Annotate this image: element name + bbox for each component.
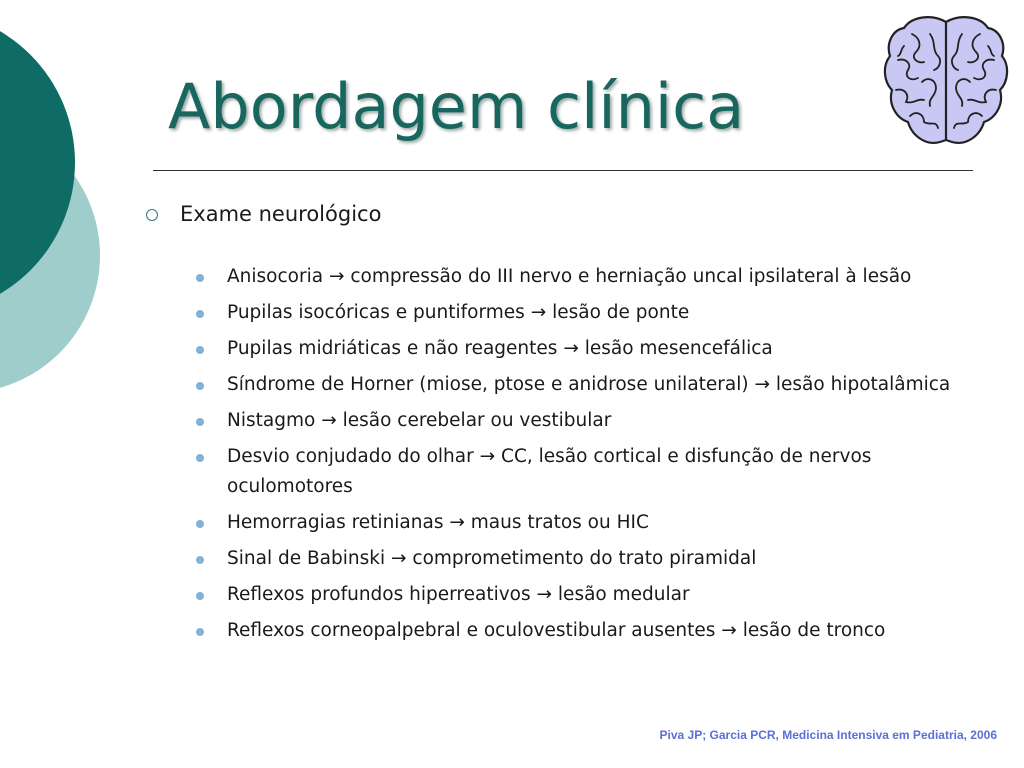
list-item [194, 508, 994, 538]
section-heading [146, 202, 381, 226]
item-text: Hemorragias retinianas [227, 512, 444, 533]
item-text: Reflexos profundos hiperreativos [227, 584, 531, 605]
list-item [194, 442, 994, 502]
arrow-icon: → [754, 374, 770, 395]
list-item [194, 616, 994, 646]
item-text: Nistagmo [227, 410, 316, 431]
item-text: Sinal de Babinski [227, 548, 386, 569]
item-result: lesão cerebelar ou vestibular [342, 410, 612, 431]
list-item [194, 334, 994, 364]
bullet-dot-icon [196, 628, 204, 636]
item-result: compressão do III nervo e herniação uncal ipsilateral à lesão [350, 266, 912, 287]
hollow-bullet-icon [146, 209, 158, 221]
list-item [194, 370, 994, 400]
arrow-icon: → [530, 302, 547, 323]
arrow-icon: → [536, 584, 553, 605]
bullet-dot-icon [196, 454, 204, 462]
item-text: Reflexos corneopalpebral e oculovestibular ausentes [227, 620, 716, 641]
arrow-icon: → [563, 338, 579, 359]
bullet-dot-icon [196, 274, 204, 282]
arrow-icon: → [328, 266, 345, 287]
list-item [194, 580, 994, 610]
arrow-icon: → [721, 620, 737, 641]
item-text: Anisocoria [227, 266, 324, 287]
list-item [194, 298, 994, 328]
arrow-icon: → [449, 512, 465, 533]
bullet-dot-icon [196, 346, 204, 354]
list-item [194, 544, 994, 574]
item-text: Síndrome de Horner (miose, ptose e anidrose unilateral) [227, 374, 749, 395]
bullet-dot-icon [196, 556, 204, 564]
brain-icon [882, 12, 1010, 158]
list-item [194, 262, 994, 292]
section-heading-text: Exame neurológico [180, 202, 382, 226]
bullet-dot-icon [196, 310, 204, 318]
item-result: lesão de ponte [552, 302, 690, 323]
title-divider [153, 170, 973, 171]
bullet-dot-icon [196, 382, 204, 390]
bullet-dot-icon [196, 418, 204, 426]
item-result: CC, lesão cortical e disfunção de nervos oculomotores [227, 446, 872, 497]
item-result: maus tratos ou HIC [470, 512, 649, 533]
bullet-dot-icon [196, 592, 204, 600]
item-result: lesão medular [557, 584, 690, 605]
list-item [194, 406, 994, 436]
item-result: comprometimento do trato piramidal [412, 548, 757, 569]
arrow-icon: → [479, 446, 496, 467]
item-text: Pupilas isocóricas e puntiformes [227, 302, 525, 323]
slide-title: Abordagem clínica [168, 70, 745, 143]
item-text: Desvio conjudado do olhar [227, 446, 474, 467]
item-result: lesão mesencefálica [584, 338, 773, 359]
arrow-icon: → [391, 548, 407, 569]
bullet-list [194, 262, 994, 652]
item-result: lesão de tronco [742, 620, 886, 641]
item-text: Pupilas midriáticas e não reagentes [227, 338, 558, 359]
citation: Piva JP; Garcia PCR, Medicina Intensiva em Pediatria, 2006 [659, 728, 997, 742]
arrow-icon: → [321, 410, 337, 431]
item-result: lesão hipotalâmica [775, 374, 951, 395]
bullet-dot-icon [196, 520, 204, 528]
